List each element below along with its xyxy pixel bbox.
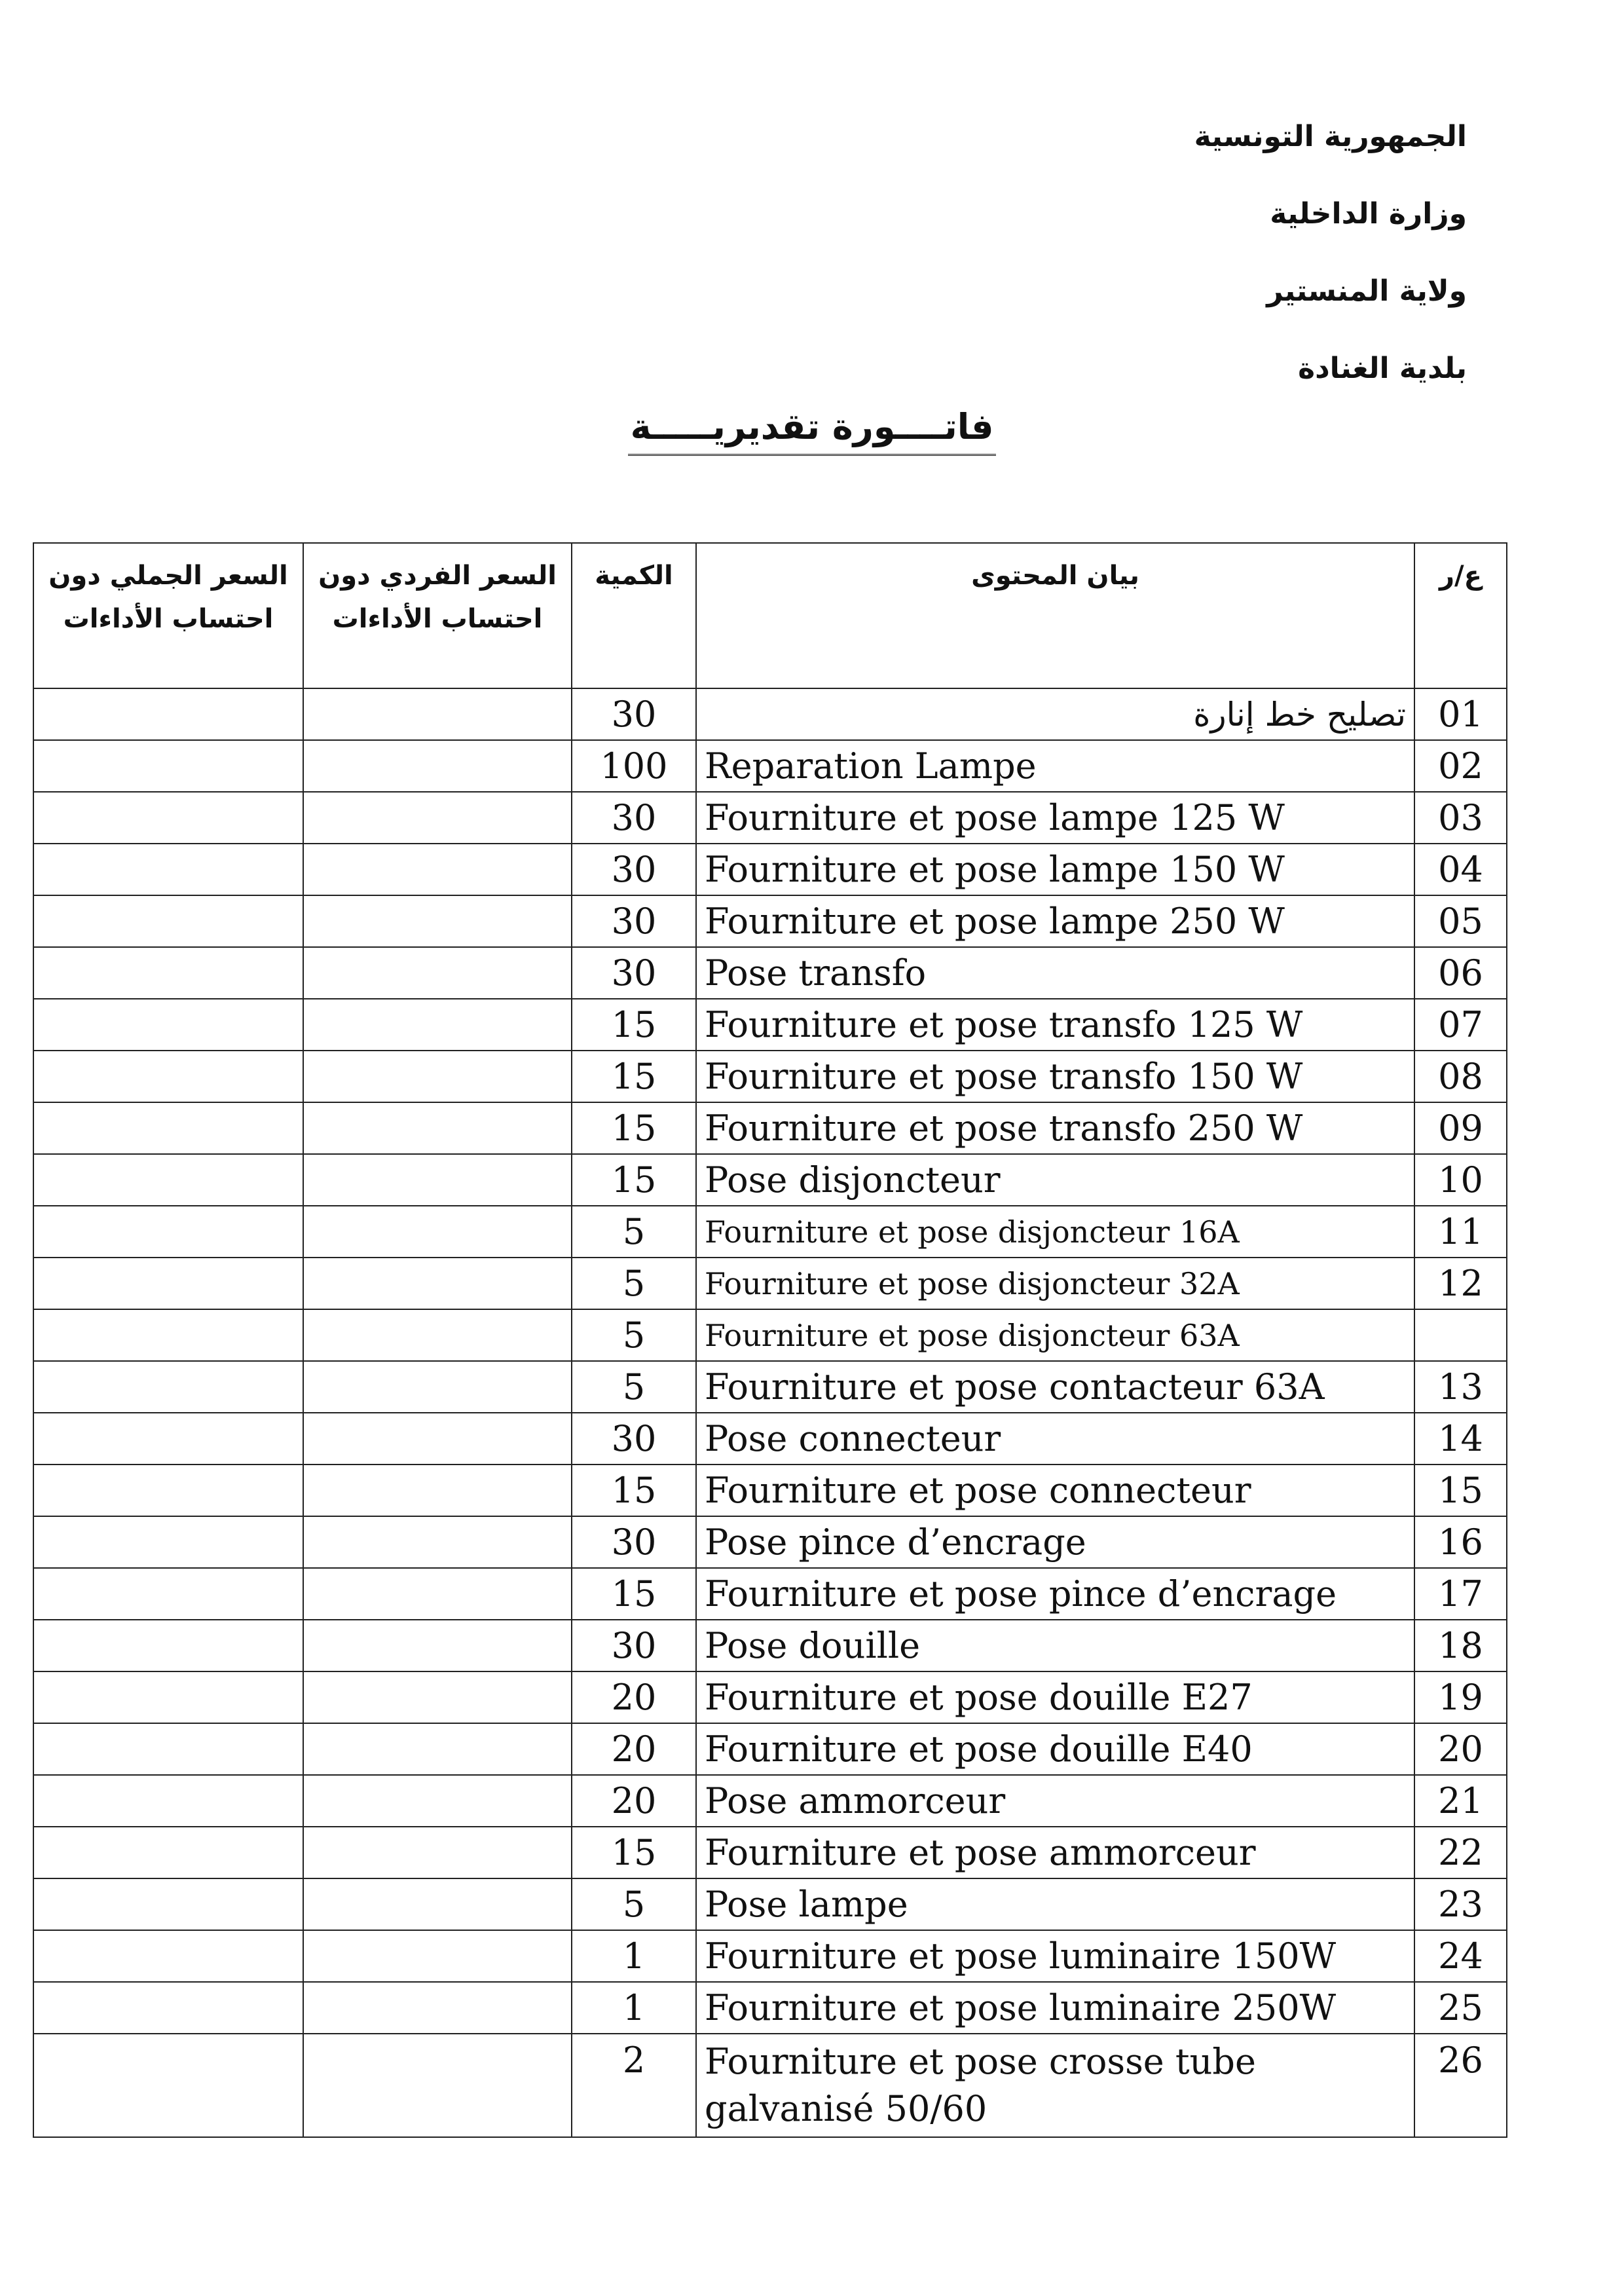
table-row: [33, 1206, 1507, 1258]
unit-price-cell: [303, 895, 572, 947]
table-row: [33, 1671, 1507, 1723]
header-quantity: الكمية: [572, 543, 696, 688]
row-number-cell: 10: [1414, 1154, 1507, 1206]
quantity-cell: 15: [572, 1102, 696, 1154]
row-number-cell: 16: [1414, 1516, 1507, 1568]
table-row: [33, 792, 1507, 844]
table-row: [33, 999, 1507, 1051]
unit-price-cell: [303, 1361, 572, 1413]
unit-price-cell: [303, 1258, 572, 1309]
description-cell: Fourniture et pose transfo 150 W: [696, 1051, 1414, 1102]
total-price-cell: [33, 1671, 303, 1723]
unit-price-cell: [303, 999, 572, 1051]
quantity-cell: 15: [572, 1154, 696, 1206]
table-row: [33, 1723, 1507, 1775]
quantity-cell: 20: [572, 1723, 696, 1775]
quantity-cell: 5: [572, 1309, 696, 1361]
header-number: ع/ر: [1414, 543, 1507, 688]
quantity-cell: 15: [572, 1465, 696, 1516]
description-cell: Pose pince d’encrage: [696, 1516, 1414, 1568]
row-number-cell: [1414, 1309, 1507, 1361]
document-title-text: فاتــــورة تقديريـــــة: [628, 406, 997, 456]
description-cell: تصليح خط إنارة: [696, 688, 1414, 740]
quantity-cell: 5: [572, 1878, 696, 1930]
total-price-cell: [33, 1154, 303, 1206]
quantity-cell: 30: [572, 792, 696, 844]
unit-price-cell: [303, 792, 572, 844]
table-header-row: [33, 543, 1507, 688]
description-cell: Fourniture et pose luminaire 150W: [696, 1930, 1414, 1982]
row-number-cell: 09: [1414, 1102, 1507, 1154]
total-price-cell: [33, 1878, 303, 1930]
quantity-cell: 5: [572, 1206, 696, 1258]
description-cell: Fourniture et pose transfo 250 W: [696, 1102, 1414, 1154]
quantity-cell: 5: [572, 1258, 696, 1309]
description-cell: Fourniture et pose lampe 250 W: [696, 895, 1414, 947]
quantity-cell: 30: [572, 1620, 696, 1671]
total-price-cell: [33, 1102, 303, 1154]
unit-price-cell: [303, 1206, 572, 1258]
table-row: [33, 1154, 1507, 1206]
quantity-cell: 15: [572, 999, 696, 1051]
total-price-cell: [33, 1568, 303, 1620]
table-row: [33, 688, 1507, 740]
description-cell: Reparation Lampe: [696, 740, 1414, 792]
quantity-cell: 30: [572, 895, 696, 947]
description-cell: Fourniture et pose lampe 150 W: [696, 844, 1414, 895]
quantity-cell: 30: [572, 844, 696, 895]
row-number-cell: 01: [1414, 688, 1507, 740]
table-row: [33, 1309, 1507, 1361]
table-row: [33, 1361, 1507, 1413]
table-row: [33, 1827, 1507, 1878]
table-row: [33, 1930, 1507, 1982]
row-number-cell: 24: [1414, 1930, 1507, 1982]
description-cell: Fourniture et pose crosse tube galvanisé 50/60: [696, 2034, 1414, 2137]
description-cell: Fourniture et pose contacteur 63A: [696, 1361, 1414, 1413]
row-number-cell: 26: [1414, 2034, 1507, 2137]
unit-price-cell: [303, 1568, 572, 1620]
estimate-table: [33, 542, 1507, 2138]
total-price-cell: [33, 999, 303, 1051]
row-number-cell: 19: [1414, 1671, 1507, 1723]
unit-price-cell: [303, 1102, 572, 1154]
row-number-cell: 20: [1414, 1723, 1507, 1775]
total-price-cell: [33, 792, 303, 844]
quantity-cell: 30: [572, 1413, 696, 1465]
total-price-cell: [33, 1775, 303, 1827]
total-price-cell: [33, 1516, 303, 1568]
description-cell: Pose transfo: [696, 947, 1414, 999]
table-row: [33, 1516, 1507, 1568]
total-price-cell: [33, 1413, 303, 1465]
total-price-cell: [33, 895, 303, 947]
unit-price-cell: [303, 1671, 572, 1723]
description-cell: Fourniture et pose lampe 125 W: [696, 792, 1414, 844]
description-cell: Fourniture et pose disjoncteur 32A: [696, 1258, 1414, 1309]
total-price-cell: [33, 1258, 303, 1309]
table-row: [33, 1102, 1507, 1154]
row-number-cell: 04: [1414, 844, 1507, 895]
table-row: [33, 1775, 1507, 1827]
quantity-cell: 30: [572, 688, 696, 740]
quantity-cell: 1: [572, 1982, 696, 2034]
quantity-cell: 5: [572, 1361, 696, 1413]
header-unit-price: السعر الفردي دون احتساب الأداءات: [303, 543, 572, 688]
total-price-cell: [33, 1827, 303, 1878]
unit-price-cell: [303, 1465, 572, 1516]
unit-price-cell: [303, 1930, 572, 1982]
row-number-cell: 15: [1414, 1465, 1507, 1516]
quantity-cell: 15: [572, 1568, 696, 1620]
row-number-cell: 25: [1414, 1982, 1507, 2034]
total-price-cell: [33, 844, 303, 895]
unit-price-cell: [303, 1620, 572, 1671]
unit-price-cell: [303, 1309, 572, 1361]
unit-price-cell: [303, 844, 572, 895]
total-price-cell: [33, 1723, 303, 1775]
letterhead-country: الجمهورية التونسية: [1194, 120, 1467, 153]
unit-price-cell: [303, 1516, 572, 1568]
unit-price-cell: [303, 1982, 572, 2034]
quantity-cell: 20: [572, 1775, 696, 1827]
unit-price-cell: [303, 740, 572, 792]
description-cell: Fourniture et pose disjoncteur 16A: [696, 1206, 1414, 1258]
quantity-cell: 20: [572, 1671, 696, 1723]
table-body: [33, 688, 1507, 2137]
table-row: [33, 1982, 1507, 2034]
quantity-cell: 15: [572, 1827, 696, 1878]
letterhead-governorate: ولاية المنستير: [1266, 274, 1467, 308]
total-price-cell: [33, 1309, 303, 1361]
document-title: [0, 406, 1624, 456]
description-cell: Fourniture et pose ammorceur: [696, 1827, 1414, 1878]
row-number-cell: 05: [1414, 895, 1507, 947]
row-number-cell: 21: [1414, 1775, 1507, 1827]
header-description: بيان المحتوى: [696, 543, 1414, 688]
description-cell: Pose ammorceur: [696, 1775, 1414, 1827]
letterhead-municipality: بلدية الغنادة: [1298, 352, 1467, 385]
unit-price-cell: [303, 2034, 572, 2137]
row-number-cell: 03: [1414, 792, 1507, 844]
row-number-cell: 07: [1414, 999, 1507, 1051]
unit-price-cell: [303, 1775, 572, 1827]
description-cell: Fourniture et pose pince d’encrage: [696, 1568, 1414, 1620]
description-cell: Pose douille: [696, 1620, 1414, 1671]
unit-price-cell: [303, 688, 572, 740]
quantity-cell: 15: [572, 1051, 696, 1102]
table-row: [33, 2034, 1507, 2137]
row-number-cell: 22: [1414, 1827, 1507, 1878]
unit-price-cell: [303, 1413, 572, 1465]
table-row: [33, 1620, 1507, 1671]
description-cell: Fourniture et pose transfo 125 W: [696, 999, 1414, 1051]
quantity-cell: 2: [572, 2034, 696, 2137]
letterhead-ministry: وزارة الداخلية: [1270, 197, 1467, 231]
total-price-cell: [33, 688, 303, 740]
unit-price-cell: [303, 1051, 572, 1102]
row-number-cell: 08: [1414, 1051, 1507, 1102]
letterhead: [1194, 98, 1467, 407]
table-row: [33, 740, 1507, 792]
total-price-cell: [33, 2034, 303, 2137]
description-cell: Pose connecteur: [696, 1413, 1414, 1465]
description-cell: Fourniture et pose luminaire 250W: [696, 1982, 1414, 2034]
description-cell: Fourniture et pose douille E27: [696, 1671, 1414, 1723]
row-number-cell: 17: [1414, 1568, 1507, 1620]
total-price-cell: [33, 1361, 303, 1413]
table-row: [33, 947, 1507, 999]
quantity-cell: 100: [572, 740, 696, 792]
table-row: [33, 1258, 1507, 1309]
description-cell: Pose disjoncteur: [696, 1154, 1414, 1206]
total-price-cell: [33, 1206, 303, 1258]
total-price-cell: [33, 1465, 303, 1516]
table-row: [33, 1465, 1507, 1516]
unit-price-cell: [303, 1154, 572, 1206]
row-number-cell: 13: [1414, 1361, 1507, 1413]
unit-price-cell: [303, 947, 572, 999]
table-row: [33, 1568, 1507, 1620]
unit-price-cell: [303, 1723, 572, 1775]
total-price-cell: [33, 947, 303, 999]
total-price-cell: [33, 1051, 303, 1102]
row-number-cell: 11: [1414, 1206, 1507, 1258]
total-price-cell: [33, 1620, 303, 1671]
total-price-cell: [33, 1982, 303, 2034]
table-row: [33, 1051, 1507, 1102]
unit-price-cell: [303, 1878, 572, 1930]
quantity-cell: 30: [572, 1516, 696, 1568]
total-price-cell: [33, 1930, 303, 1982]
description-cell: Fourniture et pose douille E40: [696, 1723, 1414, 1775]
description-cell: Pose lampe: [696, 1878, 1414, 1930]
table-row: [33, 895, 1507, 947]
row-number-cell: 02: [1414, 740, 1507, 792]
table-row: [33, 1413, 1507, 1465]
unit-price-cell: [303, 1827, 572, 1878]
description-cell: Fourniture et pose connecteur: [696, 1465, 1414, 1516]
header-total-price: السعر الجملي دون احتساب الأداءات: [33, 543, 303, 688]
table-row: [33, 1878, 1507, 1930]
row-number-cell: 06: [1414, 947, 1507, 999]
row-number-cell: 18: [1414, 1620, 1507, 1671]
quantity-cell: 30: [572, 947, 696, 999]
row-number-cell: 14: [1414, 1413, 1507, 1465]
row-number-cell: 12: [1414, 1258, 1507, 1309]
table-row: [33, 844, 1507, 895]
quantity-cell: 1: [572, 1930, 696, 1982]
row-number-cell: 23: [1414, 1878, 1507, 1930]
total-price-cell: [33, 740, 303, 792]
description-cell: Fourniture et pose disjoncteur 63A: [696, 1309, 1414, 1361]
